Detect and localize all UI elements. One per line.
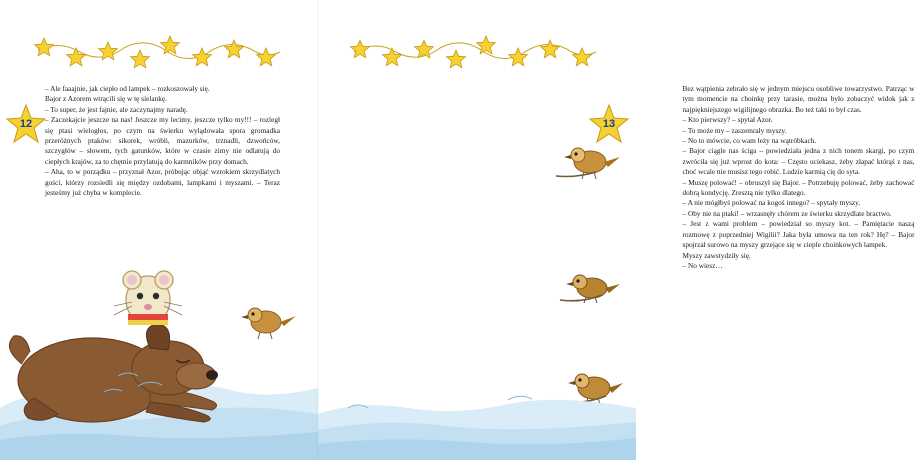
bird-on-branch-bottom: [558, 358, 638, 414]
mouse-icon: [114, 271, 182, 325]
bird-icon: [241, 308, 296, 339]
page-number-left: [6, 104, 46, 144]
paragraph: Myszy zawstydziły się.: [682, 250, 751, 260]
paragraph: – Zaczekajcie jeszcze na nas! Jeszcze my lecimy, jeszcze tylko my!!! – rozległ się ptasi wielogłos, po czym na świerku wylądowała spora gromadka przeróżnych ptaków: sikorek, wróbli, mazurków, trznadli, dzwońców, szczygłów – słowem, tych gatunków, które w czasie zimy nie odlatują do ciepłych krajów, za to chętnie przylatują do karmników przy domach.: [45, 115, 280, 166]
paragraph: Bajor z Azorem wtrącili się w tę sielankę.: [45, 94, 167, 104]
paragraph: – Jest z wami problem – powiedział so myszy kot. – Pamiętacie naszą rozmowę z poprzedniej Wigilii? Jaka była umowa na ten rok? Hę? – Bajor spojrzał surowo na myszy grzejące się w cieple choinkowych lampek.: [682, 219, 915, 250]
star-garland-icon-right: [318, 34, 636, 64]
paragraph: – Aha, to w porządku – przyznał Azor, próbując objąć wzrokiem skrzydlatych gości, którzy rozsiedli się między ozdobami, lampkami i myszami. – Teraz jesteśmy już chyba w komplecie.: [45, 167, 280, 198]
paragraph: – Muszę polować! – obruszył się Bajor. – Potrzebuję polować, żeby zachować dobrą kondycję. Zresztą nie tylko dlatego.: [682, 177, 915, 198]
left-page-illustration: [0, 230, 318, 460]
paragraph: – Bajor ciągle nas ściga – powiedziała jedna z nich tonem skargi, po czym zwróciła się już wprost do kota: – Często uciekasz, żeby złapać którąś z nas, choć wcale nie musisz tego robić. Ludzie karmią cię do syta.: [682, 146, 915, 177]
bird-on-branch-middle: [554, 258, 636, 314]
page-number-right: [589, 104, 629, 144]
paragraph: – No to mówcie, co wam leży na wątróbkach.: [682, 136, 817, 146]
snow-bank-right-icon: [318, 370, 636, 460]
paragraph: – Kto pierwszy? – spytał Azor.: [682, 115, 773, 125]
paragraph: – Oby nie na ptaki! – wrzasnęły chórem ze świerku skrzydlate bractwo.: [682, 208, 892, 218]
star-garland-icon: [0, 34, 318, 64]
snow-sparkle-icon: [104, 373, 162, 392]
right-page-body: [683, 84, 915, 271]
paragraph: – To może my – zaszemrały myszy.: [682, 125, 787, 135]
paragraph: Bez wątpienia zebrało się w jednym miejscu osobliwe towarzystwo. Patrząc w tym momencie na choinkę przy tarasie, można było zobaczyć widok jak z najpiękniejszego wigilijnego obrazka. Bo też taki to był czas.: [682, 84, 915, 114]
left-page-body: [45, 84, 280, 198]
sleeping-dog-icon: [10, 324, 219, 422]
left-page: [0, 0, 318, 460]
right-page: [318, 0, 915, 460]
page-number-right-text: 13: [602, 118, 616, 130]
page-gutter: [317, 0, 319, 460]
paragraph: – No wiesz…: [682, 260, 723, 270]
page-number-left-text: 12: [19, 118, 33, 130]
paragraph: – Ale faaajnie, jak ciepło od lampek – rozkoszowały się.: [45, 84, 210, 93]
paragraph: – To super, że jest fajnie, ale zaczynajmy naradę.: [45, 104, 188, 114]
paragraph: – A nie mógłbyś polować na kogoś innego? – spytały myszy.: [682, 198, 861, 208]
snow-bank-icon: [0, 385, 318, 460]
